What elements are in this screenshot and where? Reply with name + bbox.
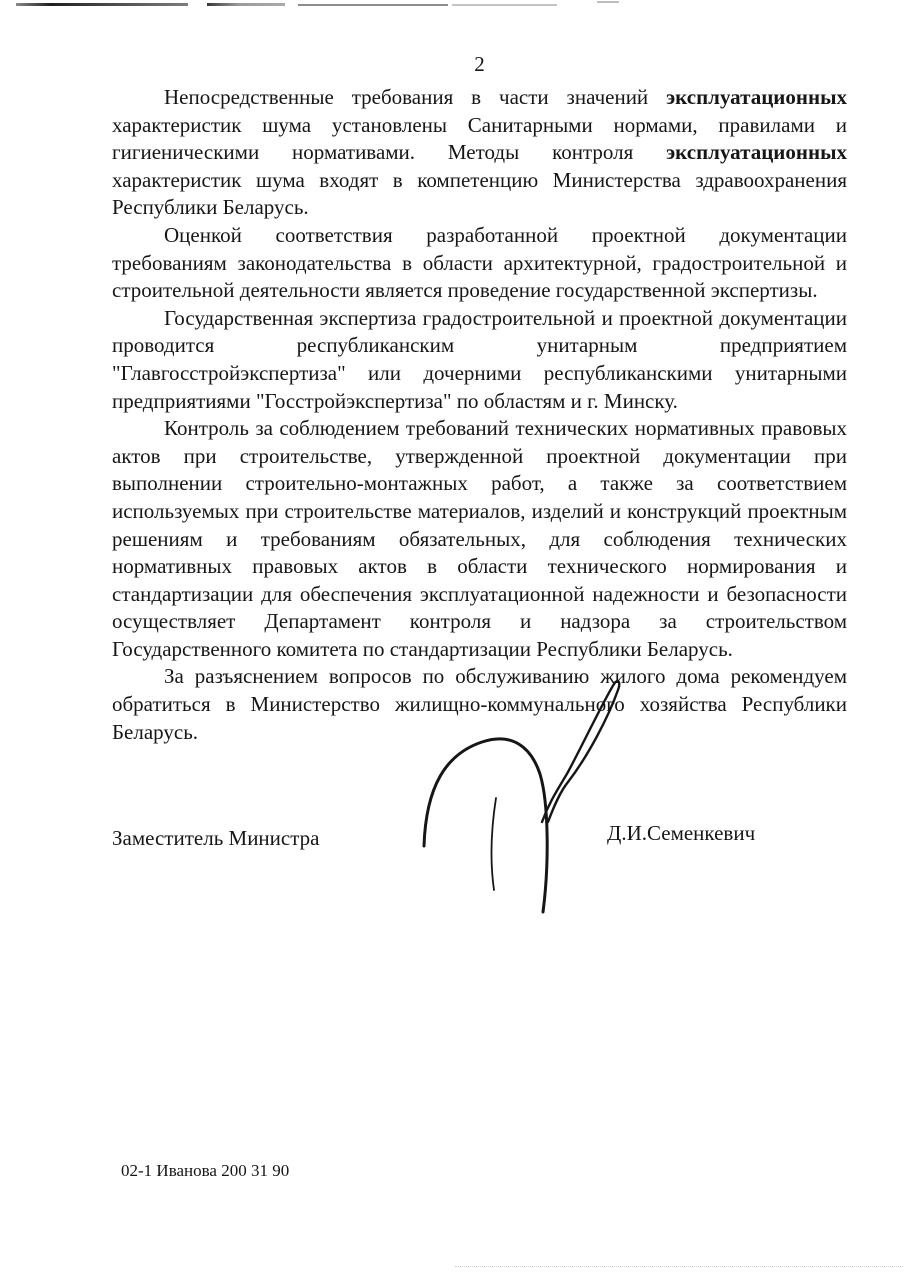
paragraph: За разъяснением вопросов по обслуживанию жилого дома рекомендуем обратиться в Министерство жилищно-коммунального хозяйства Республики Беларусь. <box>112 664 847 744</box>
paragraph: Оценкой соответствия разработанной проектной документации требованиям законодательства в области архитектурной, градостроительной и строительной деятельности является проведение государственной экспертизы. <box>112 222 847 303</box>
paragraph-text: характеристик шума установлены Санитарными нормами, правилами и гигиеническими нормативами. Методы контроля <box>112 112 847 165</box>
paragraph-bold-text: эксплуатационных <box>666 140 847 165</box>
paragraph-text: Непосредственные требования в части значений <box>164 85 667 109</box>
page-number: 2 <box>474 52 485 76</box>
scan-artifact-top <box>597 1 619 3</box>
scan-artifact-top <box>452 4 557 6</box>
paragraph <box>112 84 847 222</box>
scan-artifact-top <box>298 4 448 6</box>
scan-artifact-bottom <box>455 1266 903 1267</box>
footer-reference: 02-1 Иванова 200 31 90 <box>121 1161 290 1180</box>
paragraph-bold-text: эксплуатационных <box>666 85 847 109</box>
paragraph: Государственная экспертиза градостроительной и проектной документации проводится республиканским унитарным предприятием "Главгосстройэкспертиза" или дочерними республиканскими унитарными предприятиями "Госстройэкспертиза" по областям и г. Минску. <box>112 305 847 413</box>
scan-artifact-top <box>207 3 285 6</box>
signer-name: Д.И.Семенкевич <box>607 821 756 845</box>
signer-position-title: Заместитель Министра <box>112 826 320 850</box>
scan-artifact-top <box>16 3 188 6</box>
paragraph-text: характеристик шума входят в компетенцию Министерства здравоохранения Республики Беларусь. <box>112 167 847 220</box>
paragraph: Контроль за соблюдением требований технических нормативных правовых актов при строительстве, утвержденной проектной документации при выполнении строительно-монтажных работ, а также за соответствием используемых при строительстве материалов, изделий и конструкций проектным решениям и требованиям обязательных, для соблюдения технических нормативных правовых актов в области технического нормирования и стандартизации для обеспечения эксплуатационной надежности и безопасности осуществляет Департамент контроля и надзора за строительством Государственного комитета по стандартизации Республики Беларусь. <box>112 416 847 661</box>
letter-body <box>112 84 847 746</box>
